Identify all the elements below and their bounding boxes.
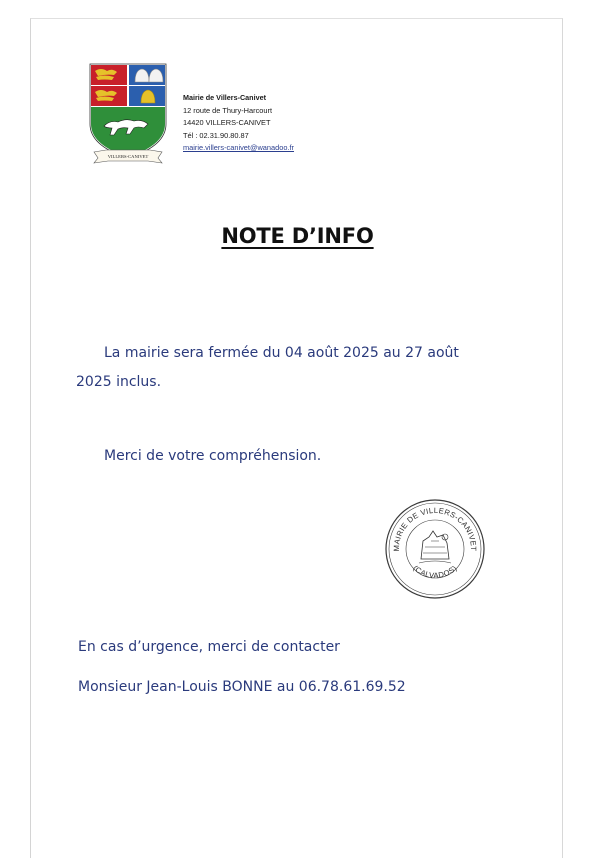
emergency-instruction: En cas d’urgence, merci de contacter <box>78 639 340 655</box>
svg-text:(CALVADOS) <box>411 563 459 580</box>
address-street: 12 route de Thury-Harcourt <box>183 105 273 115</box>
page-title-text: NOTE D’INFO <box>221 224 374 248</box>
stamp-top-text: MAIRIE DE VILLERS-CANIVET <box>391 505 479 552</box>
closure-notice-line-2: 2025 inclus. <box>76 374 162 390</box>
coat-of-arms-logo <box>86 62 170 166</box>
thanks-message: Merci de votre compréhension. <box>104 448 322 464</box>
phone-number: Tél : 02.31.90.80.87 <box>183 130 249 140</box>
letterhead-address <box>183 92 294 155</box>
mairie-name: Mairie de Villers-Canivet <box>183 93 266 102</box>
closure-notice <box>76 339 536 397</box>
closure-notice-line-1: La mairie sera fermée du 04 août 2025 au 27 août <box>104 345 459 361</box>
crest-ribbon-text: VILLERS-CANIVET <box>107 154 149 160</box>
emergency-contact: Monsieur Jean-Louis BONNE au 06.78.61.69.52 <box>78 679 406 695</box>
official-stamp <box>383 497 487 601</box>
page-title <box>0 224 595 248</box>
stamp-bottom-text: (CALVADOS) <box>411 563 459 580</box>
email-link[interactable]: mairie.villers-canivet@wanadoo.fr <box>183 143 295 153</box>
address-city: 14420 VILLERS-CANIVET <box>183 118 271 128</box>
svg-text:MAIRIE DE VILLERS-CANIVET <box>392 506 478 552</box>
